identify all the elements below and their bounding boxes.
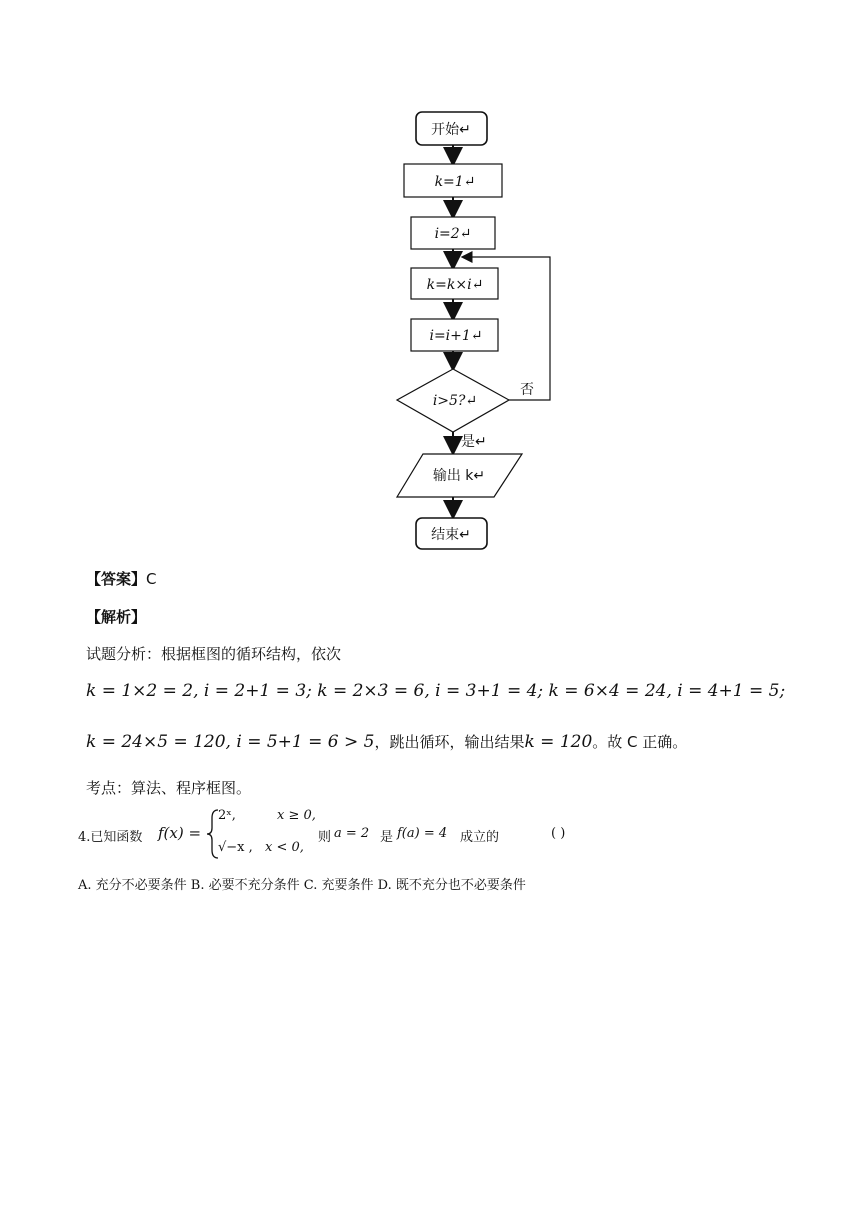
q4-case1-expr: 2ˣ, [218,808,236,823]
analysis-label [86,606,146,627]
answer-label: 【答案】 [86,570,147,588]
analysis-steps-line1: k = 1×2 = 2, i = 2+1 = 3; k = 2×3 = 6, i = 3+1 = 4; k = 6×4 = 24, i = 4+1 = 5; [86,681,786,701]
q4-prefix: 4.已知函数 [78,830,143,845]
analysis-heading: 【解析】 [86,608,147,626]
analysis-intro: 试题分析：根据框图的循环结构，依次 [86,645,342,663]
q4-case2-cond: x < 0, [265,840,304,855]
i-init-label: i=2↵ [434,226,472,242]
output-label: 输出 k↵ [432,468,486,484]
q4-func: f(x) = [158,824,202,842]
q4-cond-f: f(a) = 4 [397,826,448,841]
q4-options: A. 充分不必要条件 B. 必要不充分条件 C. 充要条件 D. 既不充分也不必要条件 [78,878,526,893]
q4-cond-a: a = 2 [334,826,370,841]
steps-result: k = 120 [524,732,593,752]
i-update-label: i=i+1↵ [429,328,483,344]
start-label: 开始↵ [431,122,471,138]
steps-math: k = 24×5 = 120, i = 5+1 = 6 > 5 [86,732,375,752]
yes-label: 是↵ [461,434,487,450]
q4-mid: 则 [318,830,332,845]
answer-line [86,568,157,589]
steps-text: ，跳出循环，输出结果 [374,733,525,751]
q4-case1-cond: x ≥ 0, [277,808,316,823]
q4-suffix: 成立的 [460,830,500,845]
k-update-label: k=k×i↵ [426,277,484,293]
end-label: 结束↵ [431,527,471,543]
flowchart [0,0,860,560]
analysis-steps-line2 [86,731,687,752]
answer-value: C [146,570,157,588]
k-init-label: k=1↵ [434,174,476,190]
analysis-topic: 考点：算法、程序框图。 [86,779,252,797]
condition-label: i>5?↵ [432,393,478,409]
q4-mid2: 是 [380,830,394,845]
q4-blank: ( ) [551,826,566,841]
q4-case2-expr: √−x , [218,840,253,855]
no-label: 否 [520,382,534,398]
steps-end: 。故 C 正确。 [592,733,688,751]
